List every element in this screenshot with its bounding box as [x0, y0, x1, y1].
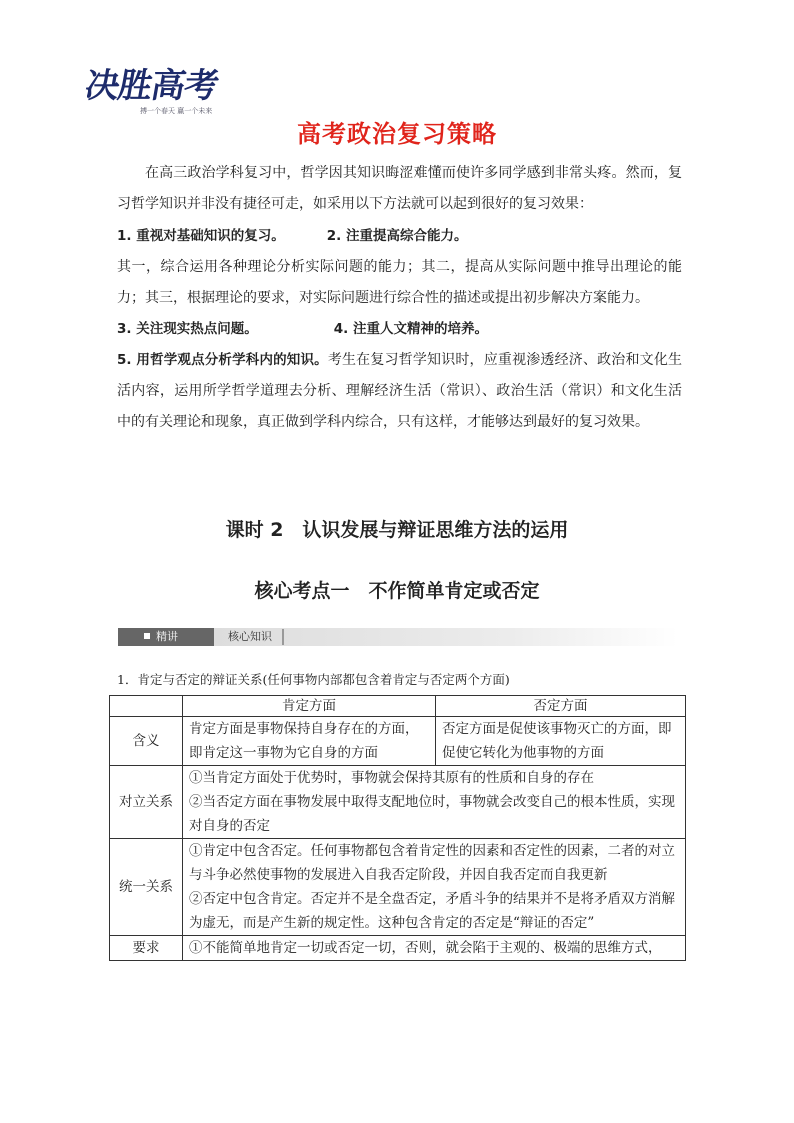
- core-point-title: 核心考点一 不作简单肯定或否定: [254, 580, 540, 602]
- logo-slogan: 搏一个春天 赢一个未来: [140, 107, 213, 115]
- meaning-negate-cell: 否定方面是促使该事物灭亡的方面，即促使它转化为他事物的方面: [436, 717, 686, 766]
- unity-line-1: ①肯定中包含否定。任何事物都包含着肯定性的因素和否定性的因素，二者的对立与斗争必然使事物的发展进入自我否定阶段，并因自我否定而自我更新: [189, 843, 675, 883]
- opposition-line-1: ①当肯定方面处于优势时，事物就会保持其原有的性质和自身的存在: [189, 770, 594, 786]
- unity-cell: [183, 839, 686, 936]
- requirement-cell: ①不能简单地肯定一切或否定一切，否则，就会陷于主观的、极端的思维方式，: [183, 936, 686, 961]
- tip-2-detail: 其一，综合运用各种理论分析实际问题的能力；其二，提高从实际问题中推导出理论的能力；其三，根据理论的要求，对实际问题进行综合性的描述或提出初步解决方案能力。: [117, 259, 682, 306]
- section-bar: [118, 628, 678, 646]
- tip-1: 1. 重视对基础知识的复习。: [117, 228, 285, 244]
- table-row: [110, 936, 686, 961]
- meaning-affirm-cell: 肯定方面是事物保持自身存在的方面，即肯定这一事物为它自身的方面: [183, 717, 436, 766]
- document-title: 高考政治复习策略: [297, 120, 497, 148]
- row-label-requirement: 要求: [110, 936, 183, 961]
- intro-items-row-2: [117, 314, 682, 345]
- table-row: [110, 766, 686, 839]
- table-row: [110, 717, 686, 766]
- knowledge-heading: 1．肯定与否定的辩证关系(任何事物内部都包含着肯定与否定两个方面): [117, 672, 510, 687]
- tip-2: 2. 注重提高综合能力。: [326, 228, 468, 244]
- tip-5-paragraph: [117, 345, 682, 438]
- table-header-affirm: 肯定方面: [183, 696, 436, 717]
- section-label: 核心知识: [218, 629, 284, 645]
- logo-text: 决胜高考: [81, 66, 221, 106]
- row-label-meaning: 含义: [110, 717, 183, 766]
- tip-3: 3. 关注现实热点问题。: [117, 321, 258, 337]
- dialectic-table: [109, 695, 686, 961]
- opposition-cell: [183, 766, 686, 839]
- table-header-empty: [110, 696, 183, 717]
- section-tag-label: 精讲: [156, 630, 178, 643]
- intro-items-row-1: [117, 221, 682, 252]
- table-header-row: [110, 696, 686, 717]
- section-tag: [118, 628, 214, 646]
- tip-4: 4. 注重人文精神的培养。: [333, 321, 488, 337]
- row-label-unity: 统一关系: [110, 839, 183, 936]
- square-icon: [144, 633, 150, 639]
- table-header-negate: 否定方面: [436, 696, 686, 717]
- table-row: [110, 839, 686, 936]
- unity-line-2: ②否定中包含肯定。否定并不是全盘否定，矛盾斗争的结果并不是将矛盾双方消解为虚无，而是产生新的规定性。这种包含肯定的否定是“辩证的否定”: [189, 891, 675, 931]
- intro-paragraph: 在高三政治学科复习中，哲学因其知识晦涩难懂而使许多同学感到非常头疼。然而，复习哲学知识并非没有捷径可走，如采用以下方法就可以起到很好的复习效果：: [117, 165, 682, 212]
- row-label-opposition: 对立关系: [110, 766, 183, 839]
- opposition-line-2: ②当否定方面在事物发展中取得支配地位时，事物就会改变自己的根本性质，实现对自身的否定: [189, 794, 675, 834]
- lesson-title: 课时 2 认识发展与辩证思维方法的运用: [225, 519, 569, 541]
- tip-5-detail: 考生在复习哲学知识时，应重视渗透经济、政治和文化生活内容，运用所学哲学道理去分析、理解经济生活（常识）、政治生活（常识）和文化生活中的有关理论和现象，真正做到学科内综合，只有这样，才能够达到最好的复习效果。: [117, 352, 682, 430]
- tip-5: 5. 用哲学观点分析学科内的知识。: [117, 352, 328, 368]
